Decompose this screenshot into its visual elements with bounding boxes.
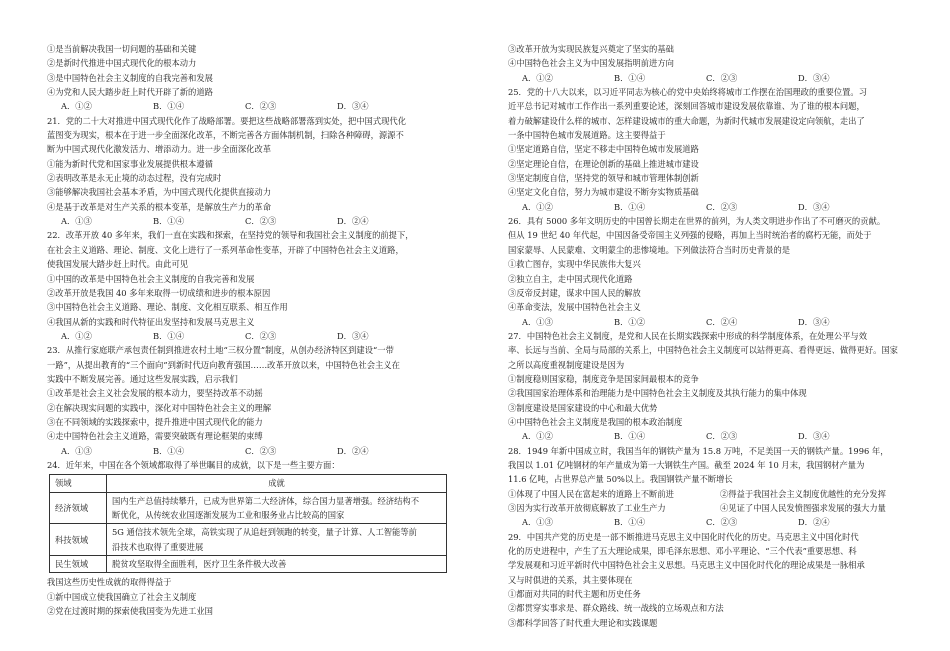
option-c: C．②③ xyxy=(245,101,277,112)
option-a: A．①③ xyxy=(61,216,92,227)
q27-stem: 27．中国特色社会主义制度，是党和人民在长期实践探索中形成的科学制度体系，在处理公平与效 xyxy=(508,330,868,341)
table-header-cell: 成就 xyxy=(107,475,447,492)
cell-line: 5G 通信技术领先全球，高铁实现了从追赶到领跑的转变，量子计算、人工智能等前 xyxy=(112,527,417,538)
option-a: A．①③ xyxy=(522,517,553,528)
table-row xyxy=(50,492,447,524)
q28-item: ①体现了中国人民在富起来的道路上不断前进 xyxy=(508,488,674,499)
q24-item: ①新中国成立使我国确立了社会主义制度 xyxy=(47,591,197,602)
q24-options xyxy=(508,71,933,85)
option-a: A．①③ xyxy=(522,316,553,327)
q28-item: ③因为实行改革开放彻底解放了工业生产力 xyxy=(508,503,666,513)
q21-stem: 断为中国式现代化激发活力、增添动力。进一步全面深化改革 xyxy=(47,144,272,155)
option-b: B．①④ xyxy=(614,431,645,442)
q28-item-pair xyxy=(508,501,933,515)
q21-stem: 蓝图变为现实，根本在于进一步全面深化改革，不断完善各方面体制机制，扫除各种障碍，源源不 xyxy=(47,130,404,141)
q22-item: ①中国的改革是中国特色社会主义制度的自我完善和发展 xyxy=(47,273,255,284)
q23-item: ①改革是社会主义社会发展的根本动力，要坚持改革不动摇 xyxy=(47,388,263,399)
option-c: C．②③ xyxy=(245,445,277,456)
table-achievement-cell xyxy=(107,524,447,556)
q20-item: ②是新时代推进中国式现代化的根本动力 xyxy=(47,58,197,69)
q23-item: ②在解决现实问题的实践中，深化对中国特色社会主义的理解 xyxy=(47,402,272,413)
q28-item: ②得益于我国社会主义制度优越性的充分发挥 xyxy=(720,488,886,499)
q23-stem: 实践中不断发展完善。通过这些发展实践，启示我们 xyxy=(47,373,238,384)
option-c: C．②③ xyxy=(245,330,277,341)
q25-item: ②坚定理论自信，在理论创新的基础上推进城市建设 xyxy=(508,158,699,169)
option-a: A．①② xyxy=(522,431,553,442)
option-b: B．①④ xyxy=(614,201,645,212)
option-c: C．②③ xyxy=(706,72,738,83)
achievements-table xyxy=(49,474,447,573)
q24-item: ②党在过渡时期的探索使我国变为先进工业国 xyxy=(47,606,213,617)
q20-item: ③是中国特色社会主义制度的自我完善和发展 xyxy=(47,72,213,83)
q29-item: ②都贯穿实事求是、群众路线、统一战线的立场观点和方法 xyxy=(508,603,724,614)
cell-line: 国内生产总值持续攀升，已成为世界第二大经济体，综合国力显著增强。经济结构不 xyxy=(112,495,419,506)
left-column xyxy=(47,42,472,618)
cell-line: 沿技术也取得了重要进展 xyxy=(112,541,204,552)
option-a: A．①② xyxy=(522,72,553,83)
q26-item: ④革命变法，发展中国特色社会主义 xyxy=(508,302,641,313)
q22-options xyxy=(47,329,472,343)
table-field-cell: 民生领域 xyxy=(50,556,107,573)
q26-item: ②独立自主，走中国式现代化道路 xyxy=(508,273,633,284)
option-d: D．③④ xyxy=(798,72,830,83)
option-b: B．①② xyxy=(614,316,645,327)
q28-stem: 我国以 1.01 亿吨钢材的年产量成为第一大钢铁生产国。截至 2024 年 10 月末，我国钢材产量为 xyxy=(508,459,865,470)
q23-item: ③在不同领域的实践探索中，提升推进中国式现代化的能力 xyxy=(47,416,263,427)
q28-stem: 11.6 亿吨，占世界总产量 50%以上。我国钢铁产量不断增长 xyxy=(508,474,733,485)
q27-options xyxy=(508,429,933,443)
q27-stem: 之所以高度重视制度建设是因为 xyxy=(508,359,625,370)
option-b: B．①④ xyxy=(614,517,645,528)
q26-item: ③反帝反封建，谋求中国人民的解放 xyxy=(508,287,641,298)
q26-options xyxy=(508,315,933,329)
q22-item: ②改革开放是我国 40 多年来取得一切成绩和进步的根本原因 xyxy=(47,287,271,298)
q20-options xyxy=(47,99,472,113)
q21-stem: 21．党的二十大对推进中国式现代化作了战略部署。要把这些战略部署落到实处，把中国式现代化 xyxy=(47,115,407,126)
q28-item: ④见证了中国人民发愤图强求发展的强大力量 xyxy=(720,503,886,513)
q21-item: ②表明改革是永无止境的动态过程，没有完成时 xyxy=(47,173,222,184)
q28-item-pair xyxy=(508,487,933,501)
q25-options xyxy=(508,200,933,214)
option-b: B．①④ xyxy=(153,330,184,341)
q28-stem: 28．1949 年新中国成立时，我国当年的钢铁产量为 15.8 万吨，不足美国一天的钢铁产量。1996 年， xyxy=(508,445,889,456)
q26-stem: 国家蒙辱、人民蒙难、文明蒙尘的悲惨境地。下列做法符合当时历史背景的是 xyxy=(508,244,791,255)
q22-stem: 在社会主义道路、理论、制度、文化上进行了一系列革命性变革，开辟了中国特色社会主义道路， xyxy=(47,244,404,255)
q29-stem: 29．中国共产党的历史是一部不断推进马克思主义中国化时代化的历史。马克思主义中国化时代 xyxy=(508,531,859,542)
option-b: B．①④ xyxy=(614,72,645,83)
q23-options xyxy=(47,444,472,458)
option-c: C．②③ xyxy=(245,216,277,227)
q23-item: ④走中国特色社会主义道路，需要突破既有理论框架的束缚 xyxy=(47,431,263,442)
q20-item: ①是当前解决我国一切问题的基础和关键 xyxy=(47,44,197,54)
q22-item: ④我国从新的实践和时代特征出发坚持和发展马克思主义 xyxy=(47,316,255,327)
q21-item: ①能为新时代党和国家事业发展提供根本遵循 xyxy=(47,158,213,169)
option-c: C．②③ xyxy=(706,201,738,212)
q21-options xyxy=(47,214,472,228)
q29-item: ③都科学回答了时代重大理论和实践课题 xyxy=(508,617,658,628)
option-d: D．③④ xyxy=(337,330,369,341)
option-b: B．①④ xyxy=(153,101,184,112)
option-b: B．①④ xyxy=(153,216,184,227)
q25-stem: 着力破解建设什么样的城市、怎样建设城市的重大命题，为新时代城市发展建设定向领航，走出了 xyxy=(508,115,865,126)
q25-stem: 25．党的十八大以来，以习近平同志为核心的党中央始终将城市工作摆在治国理政的重要位置。习 xyxy=(508,87,868,98)
option-c: C．②④ xyxy=(706,316,738,327)
option-d: D．②④ xyxy=(798,517,830,528)
q24-item: ④中国特色社会主义为中国发展指明前进方向 xyxy=(508,58,674,69)
q22-stem: 使我国发展大踏步赶上时代。由此可见 xyxy=(47,259,189,270)
option-a: A．①② xyxy=(61,330,92,341)
table-field-cell: 经济领域 xyxy=(50,492,107,524)
q25-item: ④坚定文化自信，努力为城市建设不断夯实物质基础 xyxy=(508,187,699,198)
q26-stem: 26．具有 5000 多年文明历史的中国曾长期走在世界的前列，为人类文明进步作出了不可磨灭的贡献。 xyxy=(508,216,886,227)
q24-stem: 24．近年来，中国在各个领域都取得了举世瞩目的成就，以下是一些主要方面： xyxy=(47,459,340,470)
option-d: D．③④ xyxy=(337,101,369,112)
q25-stem: 一条中国特色城市发展道路。这主要得益于 xyxy=(508,130,666,141)
q22-item: ③中国特色社会主义道路、理论、制度、文化相互联系、相互作用 xyxy=(47,302,288,313)
q28-options xyxy=(508,515,933,529)
q25-item: ③坚定制度自信，坚持党的领导和城市管理体制创新 xyxy=(508,173,699,184)
table-header-row xyxy=(50,475,447,492)
option-d: D．③④ xyxy=(798,316,830,327)
q27-item: ②我国国家治理体系和治理能力是中国特色社会主义制度及其执行能力的集中体现 xyxy=(508,388,807,399)
table-achievement-cell xyxy=(107,492,447,524)
q27-item: ④中国特色社会主义制度是我国的根本政治制度 xyxy=(508,416,683,427)
q23-stem: 23．从推行家庭联产承包责任制到推进农村土地“三权分置”制度，从创办经济特区到建设“一带 xyxy=(47,345,394,356)
q20-item: ④为党和人民大踏步赶上时代开辟了新的道路 xyxy=(47,87,213,98)
q21-item: ③能够解决我国社会基本矛盾，为中国式现代化提供直接动力 xyxy=(47,187,272,198)
q25-stem: 近平总书记对城市工作作出一系列重要论述，深刻回答城市建设发展依靠谁、为了谁的根本问题， xyxy=(508,101,865,112)
option-a: A．①② xyxy=(522,201,553,212)
option-a: A．①③ xyxy=(61,445,92,456)
q29-stem: 学发展观和习近平新时代中国特色社会主义思想。马克思主义中国化时代化的理论成果是一脉相承 xyxy=(508,560,865,571)
option-d: D．③④ xyxy=(798,431,830,442)
option-c: C．②③ xyxy=(706,431,738,442)
q21-item: ④是基于改革是对生产关系的根本变革，是解放生产力的革命 xyxy=(47,201,272,212)
q27-item: ③制度建设是国家建设的中心和最大优势 xyxy=(508,402,658,413)
cell-line: 脱贫攻坚取得全面胜利，医疗卫生条件极大改善 xyxy=(112,559,287,570)
option-d: D．②④ xyxy=(337,445,369,456)
q26-item: ①救亡图存，实现中华民族伟大复兴 xyxy=(508,259,641,270)
table-achievement-cell xyxy=(107,556,447,573)
q29-stem: 化的历史进程中，产生了五大理论成果，即毛泽东思想、邓小平理论、“三个代表”重要思想、科 xyxy=(508,546,857,557)
q25-item: ①坚定道路自信，坚定不移走中国特色城市发展道路 xyxy=(508,144,699,155)
cell-line: 断优化，从传统农业国逐渐发展为工业和服务业占比较高的国家 xyxy=(112,510,345,520)
q27-item: ①制度稳则国家稳，制度竞争是国家间最根本的竞争 xyxy=(508,373,699,384)
table-row xyxy=(50,556,447,573)
q23-stem: 一路”，从提出教育的“三个面向”到新时代迈向教育强国……改革开放以来，中国特色社会主义在 xyxy=(47,359,400,370)
table-field-cell: 科技领域 xyxy=(50,524,107,556)
option-d: D．②④ xyxy=(337,216,369,227)
q29-stem: 又与时俱进的关系，其主要体现在 xyxy=(508,574,633,585)
q29-item: ①都面对共同的时代主题和历史任务 xyxy=(508,589,641,600)
table-row xyxy=(50,524,447,556)
option-c: C．②③ xyxy=(706,517,738,528)
option-a: A．①② xyxy=(61,101,92,112)
q27-stem: 率、长远与当前、全局与局部的关系上，中国特色社会主义制度可以站得更高、看得更远、做得更好。国家 xyxy=(508,345,898,356)
option-b: B．①④ xyxy=(153,445,184,456)
table-header-cell: 领域 xyxy=(50,475,107,492)
right-column xyxy=(508,42,933,630)
q22-stem: 22．改革开放 40 多年来，我们一直在实践和探索，在坚持党的领导和我国社会主义制度的前提下， xyxy=(47,230,414,241)
q26-stem: 但从 19 世纪 40 年代起，中国因备受帝国主义列强的侵略，再加上当时统治者的腐朽无能，而处于 xyxy=(508,230,872,241)
q24-prompt: 我国这些历史性成就的取得得益于 xyxy=(47,577,172,588)
option-d: D．③④ xyxy=(798,201,830,212)
q24-item: ③改革开放为实现民族复兴奠定了坚实的基础 xyxy=(508,44,674,54)
